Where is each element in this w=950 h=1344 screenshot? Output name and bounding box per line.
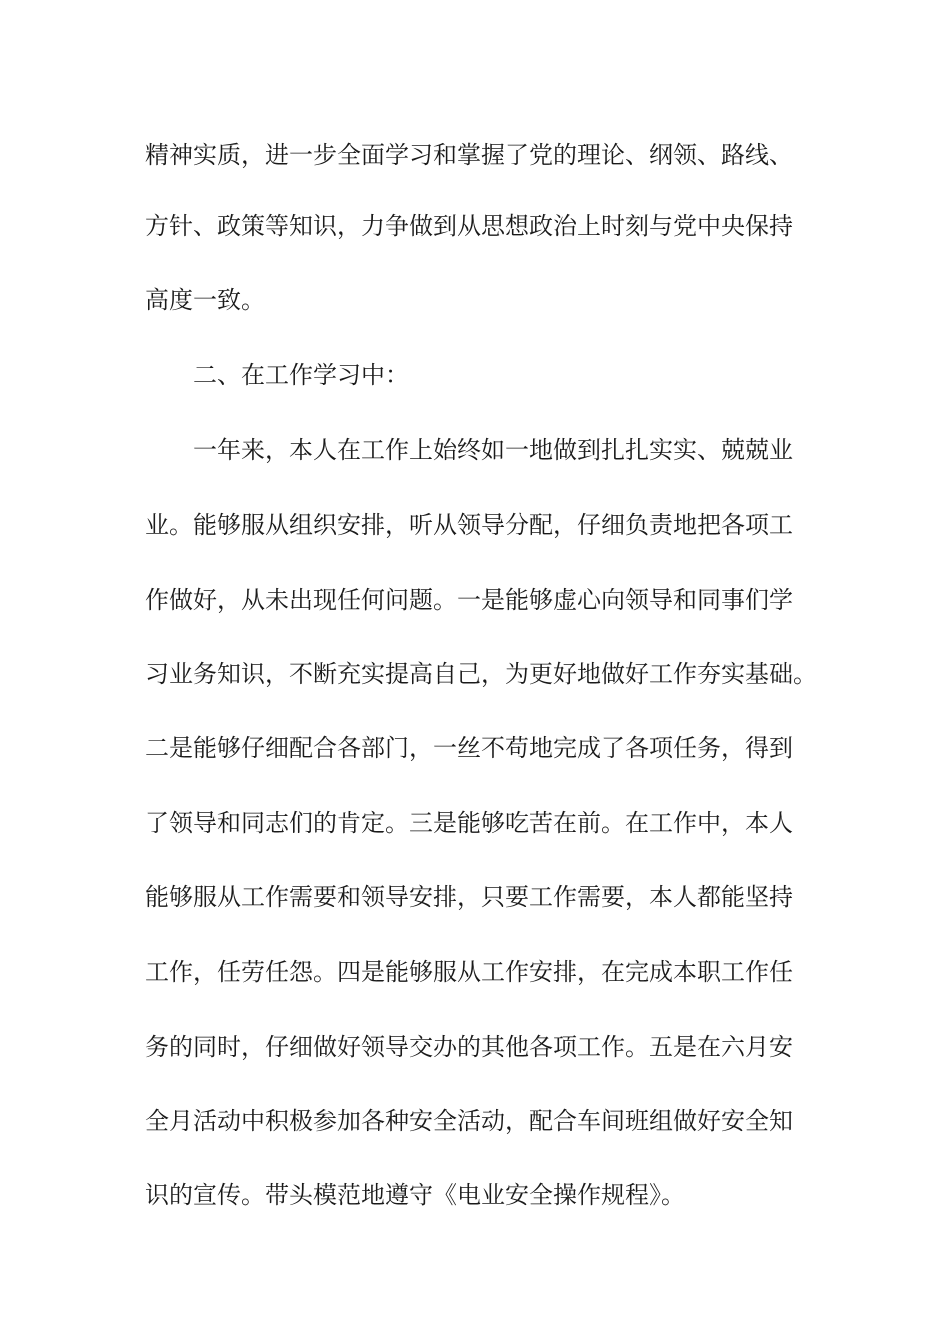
text-line: 全月活动中积极参加各种安全活动，配合车间班组做好安全知 [145,1107,793,1135]
text-line: 业。能够服从组织安排，听从领导分配，仔细负责地把各项工 [145,511,793,539]
text-line: 高度一致。 [145,286,265,314]
text-line: 精神实质，进一步全面学习和掌握了党的理论、纲领、路线、 [145,141,793,169]
text-line: 方针、政策等知识，力争做到从思想政治上时刻与党中央保持 [145,212,793,240]
text-line: 一年来，本人在工作上始终如一地做到扎扎实实、兢兢业 [193,436,793,464]
text-line: 能够服从工作需要和领导安排，只要工作需要，本人都能坚持 [145,883,793,911]
text-line: 识的宣传。带头模范地遵守《电业安全操作规程》。 [145,1181,685,1209]
text-line: 务的同时，仔细做好领导交办的其他各项工作。五是在六月安 [145,1033,793,1061]
text-line: 了领导和同志们的肯定。三是能够吃苦在前。在工作中，本人 [145,809,793,837]
section-heading: 二、在工作学习中： [193,361,409,389]
text-line: 工作，任劳任怨。四是能够服从工作安排，在完成本职工作任 [145,958,793,986]
text-line: 二是能够仔细配合各部门，一丝不苟地完成了各项任务，得到 [145,734,793,762]
text-line: 作做好，从未出现任何问题。一是能够虚心向领导和同事们学 [145,586,793,614]
text-line: 习业务知识，不断充实提高自己，为更好地做好工作夯实基础。 [145,660,817,688]
